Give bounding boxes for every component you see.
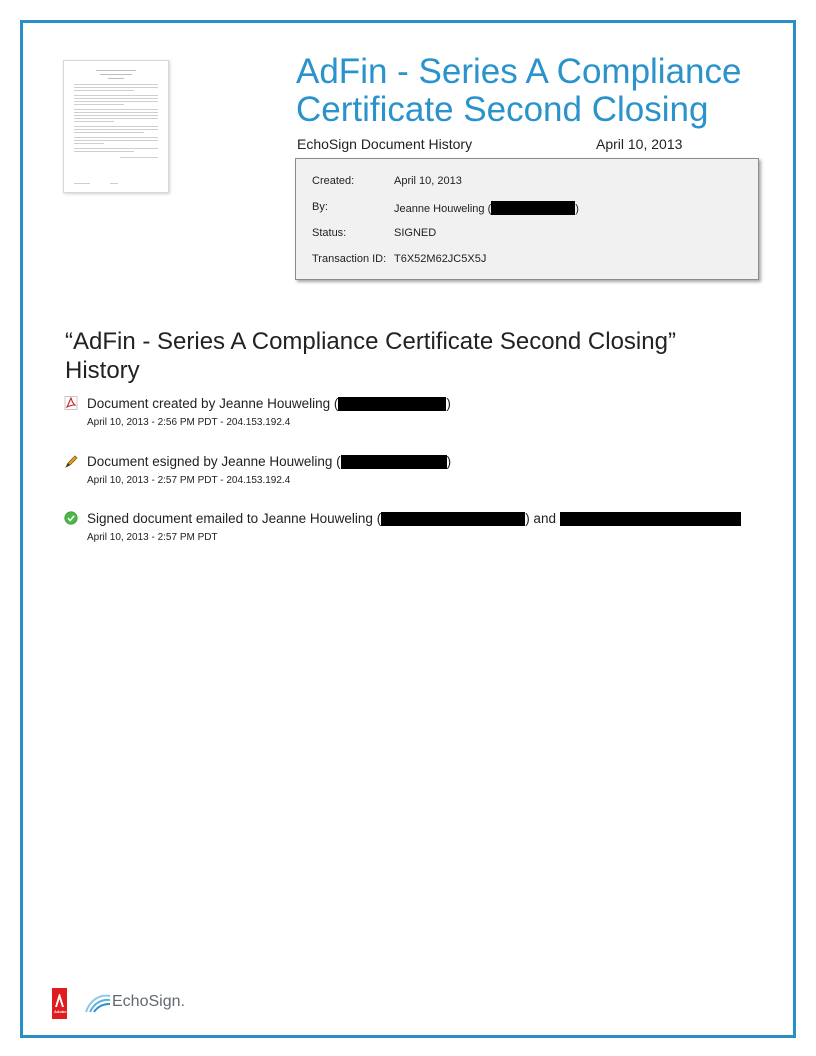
status-label: Status:: [312, 227, 347, 239]
document-title: AdFin - Series A Compliance Certificate Second Closing: [296, 52, 742, 129]
check-circle-icon: [64, 511, 78, 525]
info-box: [295, 158, 759, 280]
pdf-icon: [64, 396, 78, 410]
redaction-block: [338, 397, 446, 411]
by-close: ): [575, 203, 579, 215]
echosign-swoosh-icon: [84, 990, 112, 1016]
history-title: “AdFin - Series A Compliance Certificate Second Closing” History: [65, 328, 676, 384]
redaction-block: [341, 455, 447, 469]
pen-icon: [64, 454, 78, 468]
event-close: ): [446, 396, 451, 411]
event-meta: April 10, 2013 - 2:56 PM PDT - 204.153.192.4: [87, 417, 291, 428]
event-label: Document created by Jeanne Houweling (: [87, 396, 339, 411]
event-close: ): [446, 454, 452, 469]
echosign-logo-text: EchoSign.: [112, 993, 185, 1010]
event-meta: April 10, 2013 - 2:57 PM PDT: [87, 532, 218, 543]
document-date: April 10, 2013: [596, 136, 683, 152]
by-value: [394, 201, 579, 215]
by-label: By:: [312, 201, 328, 213]
event-label: Document esigned by Jeanne Houweling (: [87, 454, 341, 469]
document-thumbnail: [63, 60, 169, 193]
created-value: April 10, 2013: [394, 175, 462, 187]
adobe-logo: [52, 988, 67, 1019]
document-subtitle: EchoSign Document History: [297, 136, 473, 152]
transaction-value: T6X52M62JC5X5J: [394, 253, 487, 265]
event-text: [87, 454, 451, 469]
adobe-text: Adobe: [54, 1009, 67, 1014]
by-name: Jeanne Houweling (: [394, 203, 492, 215]
redaction-block: [381, 512, 525, 526]
transaction-label: Transaction ID:: [312, 253, 387, 265]
adobe-a-icon: [52, 990, 67, 1010]
event-meta: April 10, 2013 - 2:57 PM PDT - 204.153.192.4: [87, 475, 291, 486]
event-close: ) and: [525, 511, 556, 526]
redaction-block: [491, 201, 575, 215]
status-value: SIGNED: [394, 227, 437, 239]
footer-logos: [52, 984, 266, 1028]
event-text: [87, 396, 451, 411]
event-text: [87, 511, 741, 526]
redaction-block: [560, 512, 741, 526]
created-label: Created:: [312, 175, 355, 187]
event-label: Signed document emailed to Jeanne Houweling (: [87, 511, 382, 526]
